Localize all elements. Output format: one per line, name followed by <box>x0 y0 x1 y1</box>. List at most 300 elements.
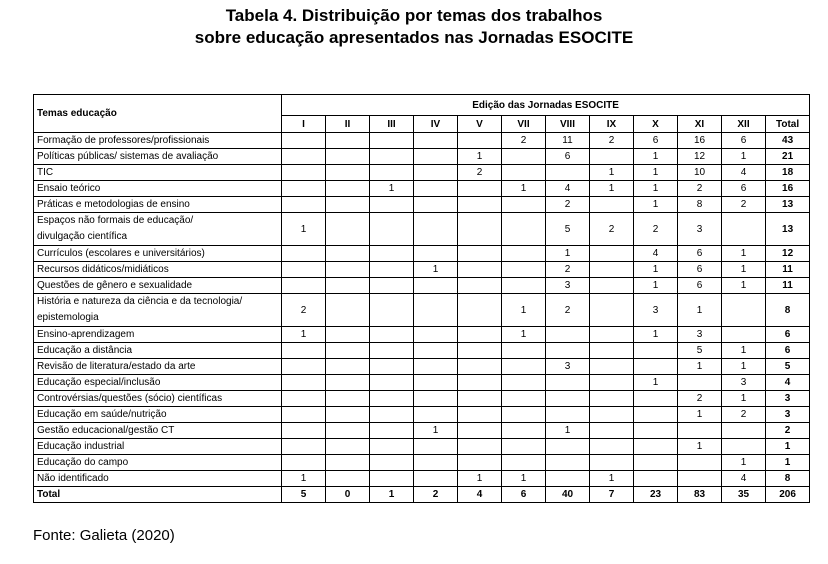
count-cell <box>370 246 414 262</box>
count-cell <box>502 165 546 181</box>
row-total-cell: 3 <box>766 391 810 407</box>
row-total-cell: 5 <box>766 359 810 375</box>
themes-table <box>33 94 810 503</box>
theme-label <box>34 181 282 197</box>
count-cell: 1 <box>458 471 502 487</box>
theme-label-text: Educação especial/inclusão <box>37 377 161 388</box>
count-cell: 1 <box>634 165 678 181</box>
total-row <box>34 487 810 503</box>
count-cell <box>502 375 546 391</box>
count-cell <box>326 407 370 423</box>
count-cell: 5 <box>546 213 590 246</box>
count-cell <box>414 181 458 197</box>
theme-label <box>34 149 282 165</box>
theme-label <box>34 246 282 262</box>
theme-label <box>34 455 282 471</box>
theme-label <box>34 278 282 294</box>
theme-label-text: Controvérsias/questões (sócio) científicas <box>37 393 223 404</box>
count-cell <box>722 423 766 439</box>
table-row <box>34 391 810 407</box>
total-label: Total <box>34 487 282 503</box>
count-cell <box>370 455 414 471</box>
count-cell: 3 <box>546 278 590 294</box>
theme-label <box>34 407 282 423</box>
count-cell: 6 <box>678 262 722 278</box>
theme-label <box>34 213 282 246</box>
theme-label <box>34 423 282 439</box>
count-cell <box>502 149 546 165</box>
count-cell <box>282 246 326 262</box>
row-total-cell: 4 <box>766 375 810 391</box>
count-cell: 1 <box>502 471 546 487</box>
total-cell: 0 <box>326 487 370 503</box>
theme-column-header: Temas educação <box>34 95 282 133</box>
count-cell <box>502 439 546 455</box>
count-cell <box>546 439 590 455</box>
source-note: Fonte: Galieta (2020) <box>33 527 175 544</box>
theme-label-text: Políticas públicas/ sistemas de avaliação <box>37 151 219 162</box>
count-cell <box>414 165 458 181</box>
table-row <box>34 181 810 197</box>
table-row <box>34 278 810 294</box>
count-cell: 1 <box>414 262 458 278</box>
count-cell <box>634 423 678 439</box>
table-row <box>34 471 810 487</box>
count-cell <box>414 471 458 487</box>
count-cell <box>414 455 458 471</box>
count-cell: 1 <box>502 181 546 197</box>
count-cell <box>282 262 326 278</box>
table-row <box>34 213 810 246</box>
count-cell <box>370 359 414 375</box>
count-cell <box>590 294 634 327</box>
count-cell <box>458 278 502 294</box>
count-cell <box>546 327 590 343</box>
count-cell <box>590 149 634 165</box>
theme-label-text: TIC <box>37 167 54 178</box>
count-cell <box>326 133 370 149</box>
table-row <box>34 197 810 213</box>
row-total-cell: 13 <box>766 213 810 246</box>
column-header: IV <box>414 116 458 133</box>
total-cell: 83 <box>678 487 722 503</box>
theme-label-text: História e natureza da ciência e da tecnologia/ <box>37 296 243 307</box>
count-cell: 1 <box>546 423 590 439</box>
count-cell <box>546 407 590 423</box>
table-row <box>34 343 810 359</box>
count-cell <box>458 133 502 149</box>
count-cell <box>326 471 370 487</box>
count-cell: 1 <box>634 278 678 294</box>
count-cell: 6 <box>678 278 722 294</box>
count-cell <box>370 213 414 246</box>
theme-label-text: Gestão educacional/gestão CT <box>37 425 175 436</box>
count-cell: 1 <box>722 278 766 294</box>
count-cell: 2 <box>282 294 326 327</box>
count-cell <box>414 359 458 375</box>
count-cell <box>590 262 634 278</box>
theme-label <box>34 133 282 149</box>
count-cell <box>458 213 502 246</box>
count-cell: 4 <box>634 246 678 262</box>
count-cell <box>458 359 502 375</box>
count-cell <box>502 455 546 471</box>
count-cell <box>458 439 502 455</box>
theme-label-text: Educação industrial <box>37 441 125 452</box>
row-total-cell: 11 <box>766 278 810 294</box>
count-cell <box>678 455 722 471</box>
count-cell <box>326 165 370 181</box>
total-cell: 23 <box>634 487 678 503</box>
column-header: XI <box>678 116 722 133</box>
count-cell <box>282 359 326 375</box>
edition-header: Edição das Jornadas ESOCITE <box>282 95 810 116</box>
row-total-cell: 2 <box>766 423 810 439</box>
count-cell <box>722 327 766 343</box>
column-header: IX <box>590 116 634 133</box>
count-cell <box>370 471 414 487</box>
count-cell: 6 <box>634 133 678 149</box>
count-cell <box>590 246 634 262</box>
table-row <box>34 149 810 165</box>
count-cell: 1 <box>370 181 414 197</box>
count-cell <box>502 407 546 423</box>
count-cell: 1 <box>590 181 634 197</box>
column-header: VII <box>502 116 546 133</box>
count-cell <box>458 327 502 343</box>
count-cell: 3 <box>546 359 590 375</box>
count-cell <box>590 327 634 343</box>
count-cell <box>678 471 722 487</box>
count-cell: 1 <box>678 439 722 455</box>
count-cell: 1 <box>722 262 766 278</box>
count-cell <box>546 391 590 407</box>
count-cell: 2 <box>722 197 766 213</box>
count-cell <box>370 262 414 278</box>
count-cell: 1 <box>546 246 590 262</box>
row-total-cell: 8 <box>766 294 810 327</box>
table-row <box>34 407 810 423</box>
row-total-cell: 6 <box>766 327 810 343</box>
theme-label <box>34 359 282 375</box>
count-cell <box>722 213 766 246</box>
count-cell <box>414 439 458 455</box>
count-cell <box>326 375 370 391</box>
count-cell: 8 <box>678 197 722 213</box>
count-cell <box>326 262 370 278</box>
count-cell <box>458 423 502 439</box>
count-cell <box>370 165 414 181</box>
total-cell: 40 <box>546 487 590 503</box>
table-row <box>34 327 810 343</box>
row-total-cell: 8 <box>766 471 810 487</box>
column-header: V <box>458 116 502 133</box>
theme-label <box>34 391 282 407</box>
count-cell <box>370 294 414 327</box>
count-cell: 1 <box>678 359 722 375</box>
table-row <box>34 246 810 262</box>
table-row <box>34 375 810 391</box>
count-cell <box>326 423 370 439</box>
column-header: VIII <box>546 116 590 133</box>
count-cell: 1 <box>722 391 766 407</box>
row-total-cell: 6 <box>766 343 810 359</box>
theme-label-text: Educação em saúde/nutrição <box>37 409 167 420</box>
count-cell: 1 <box>722 343 766 359</box>
count-cell <box>458 262 502 278</box>
theme-label <box>34 262 282 278</box>
count-cell: 1 <box>590 471 634 487</box>
theme-label <box>34 197 282 213</box>
count-cell <box>370 423 414 439</box>
count-cell: 3 <box>722 375 766 391</box>
column-header: X <box>634 116 678 133</box>
count-cell: 12 <box>678 149 722 165</box>
count-cell: 16 <box>678 133 722 149</box>
count-cell <box>590 407 634 423</box>
count-cell: 2 <box>678 391 722 407</box>
theme-label <box>34 327 282 343</box>
count-cell <box>502 391 546 407</box>
count-cell <box>414 213 458 246</box>
count-cell <box>458 407 502 423</box>
count-cell <box>634 391 678 407</box>
row-total-cell: 13 <box>766 197 810 213</box>
table-title-line-1: Tabela 4. Distribuição por temas dos trabalhos <box>225 6 603 25</box>
count-cell <box>458 391 502 407</box>
count-cell <box>722 439 766 455</box>
count-cell <box>458 181 502 197</box>
table-body <box>34 133 810 503</box>
count-cell: 2 <box>546 197 590 213</box>
row-total-cell: 1 <box>766 439 810 455</box>
theme-label <box>34 375 282 391</box>
count-cell <box>546 471 590 487</box>
count-cell <box>634 439 678 455</box>
count-cell <box>590 439 634 455</box>
count-cell <box>282 407 326 423</box>
count-cell <box>634 407 678 423</box>
count-cell <box>458 294 502 327</box>
count-cell <box>414 391 458 407</box>
count-cell: 10 <box>678 165 722 181</box>
count-cell <box>282 149 326 165</box>
count-cell: 1 <box>634 149 678 165</box>
row-total-cell: 3 <box>766 407 810 423</box>
count-cell <box>590 343 634 359</box>
count-cell <box>282 343 326 359</box>
count-cell <box>546 375 590 391</box>
count-cell: 2 <box>502 133 546 149</box>
count-cell: 5 <box>678 343 722 359</box>
count-cell <box>326 359 370 375</box>
count-cell <box>458 197 502 213</box>
count-cell <box>502 343 546 359</box>
table-row <box>34 165 810 181</box>
count-cell <box>326 327 370 343</box>
count-cell <box>282 165 326 181</box>
count-cell: 1 <box>634 181 678 197</box>
count-cell <box>546 165 590 181</box>
count-cell <box>326 246 370 262</box>
count-cell <box>326 181 370 197</box>
count-cell <box>370 391 414 407</box>
count-cell <box>370 375 414 391</box>
count-cell <box>370 278 414 294</box>
count-cell: 1 <box>634 262 678 278</box>
total-cell: 4 <box>458 487 502 503</box>
count-cell: 4 <box>546 181 590 197</box>
count-cell <box>282 375 326 391</box>
count-cell <box>458 375 502 391</box>
count-cell: 2 <box>590 213 634 246</box>
theme-label <box>34 165 282 181</box>
row-total-cell: 12 <box>766 246 810 262</box>
count-cell: 2 <box>546 294 590 327</box>
count-cell: 1 <box>634 327 678 343</box>
row-total-cell: 1 <box>766 455 810 471</box>
count-cell <box>634 455 678 471</box>
count-cell <box>722 294 766 327</box>
count-cell <box>414 246 458 262</box>
count-cell <box>590 197 634 213</box>
count-cell <box>414 327 458 343</box>
count-cell <box>282 439 326 455</box>
theme-label-text: Recursos didáticos/midiáticos <box>37 264 169 275</box>
theme-label-text: Não identificado <box>37 473 109 484</box>
count-cell: 1 <box>502 294 546 327</box>
count-cell <box>370 407 414 423</box>
theme-label-text: Educação a distância <box>37 345 133 356</box>
count-cell: 1 <box>502 327 546 343</box>
table-row <box>34 262 810 278</box>
count-cell <box>282 197 326 213</box>
count-cell: 2 <box>634 213 678 246</box>
count-cell: 1 <box>458 149 502 165</box>
count-cell: 2 <box>678 181 722 197</box>
count-cell: 1 <box>678 294 722 327</box>
count-cell <box>590 375 634 391</box>
count-cell <box>502 423 546 439</box>
total-cell: 35 <box>722 487 766 503</box>
count-cell <box>370 327 414 343</box>
count-cell: 1 <box>722 455 766 471</box>
theme-label-text: Espaços não formais de educação/ <box>37 215 194 226</box>
count-cell <box>326 278 370 294</box>
count-cell <box>282 278 326 294</box>
count-cell: 1 <box>282 471 326 487</box>
total-cell: 1 <box>370 487 414 503</box>
count-cell: 2 <box>546 262 590 278</box>
column-header: I <box>282 116 326 133</box>
table-row <box>34 439 810 455</box>
total-cell: 7 <box>590 487 634 503</box>
count-cell <box>414 197 458 213</box>
table-row <box>34 455 810 471</box>
count-cell: 1 <box>722 359 766 375</box>
count-cell <box>370 133 414 149</box>
column-header: III <box>370 116 414 133</box>
total-cell: 5 <box>282 487 326 503</box>
count-cell: 1 <box>282 327 326 343</box>
count-cell <box>414 375 458 391</box>
count-cell: 1 <box>678 407 722 423</box>
theme-label-text: Educação do campo <box>37 457 129 468</box>
row-total-cell: 18 <box>766 165 810 181</box>
count-cell: 6 <box>546 149 590 165</box>
count-cell <box>678 423 722 439</box>
count-cell: 1 <box>634 375 678 391</box>
count-cell <box>326 197 370 213</box>
count-cell <box>282 181 326 197</box>
table-row <box>34 359 810 375</box>
count-cell <box>590 391 634 407</box>
count-cell: 1 <box>282 213 326 246</box>
row-total-cell: 21 <box>766 149 810 165</box>
count-cell <box>678 375 722 391</box>
theme-label <box>34 294 282 327</box>
theme-label-text: Questões de gênero e sexualidade <box>37 280 193 291</box>
count-cell: 3 <box>634 294 678 327</box>
count-cell: 3 <box>678 327 722 343</box>
theme-label-text: Ensaio teórico <box>37 183 101 194</box>
count-cell <box>326 294 370 327</box>
table-row <box>34 133 810 149</box>
count-cell <box>414 407 458 423</box>
theme-label-text: Revisão de literatura/estado da arte <box>37 361 196 372</box>
count-cell <box>414 294 458 327</box>
count-cell <box>370 149 414 165</box>
count-cell <box>326 213 370 246</box>
theme-label-text-continued: divulgação científica <box>37 231 128 242</box>
count-cell <box>282 133 326 149</box>
count-cell <box>634 471 678 487</box>
theme-label-text: Currículos (escolares e universitários) <box>37 248 205 259</box>
count-cell <box>370 197 414 213</box>
theme-label-text: Ensino-aprendizagem <box>37 329 135 340</box>
count-cell: 1 <box>634 197 678 213</box>
count-cell <box>502 246 546 262</box>
count-cell <box>326 439 370 455</box>
count-cell <box>590 423 634 439</box>
count-cell <box>502 262 546 278</box>
column-header: XII <box>722 116 766 133</box>
theme-label-text: Formação de professores/profissionais <box>37 135 210 146</box>
count-cell: 11 <box>546 133 590 149</box>
count-cell: 4 <box>722 471 766 487</box>
count-cell <box>414 343 458 359</box>
count-cell: 1 <box>590 165 634 181</box>
row-total-cell: 11 <box>766 262 810 278</box>
count-cell <box>458 246 502 262</box>
table-row <box>34 294 810 327</box>
count-cell: 1 <box>414 423 458 439</box>
table-title-line-2: sobre educação apresentados nas Jornadas ESOCITE <box>194 28 634 47</box>
count-cell: 2 <box>722 407 766 423</box>
count-cell: 6 <box>722 133 766 149</box>
count-cell <box>326 343 370 359</box>
column-header: Total <box>766 116 810 133</box>
count-cell <box>546 343 590 359</box>
count-cell <box>326 455 370 471</box>
theme-label <box>34 471 282 487</box>
count-cell <box>590 455 634 471</box>
count-cell <box>282 423 326 439</box>
count-cell <box>326 391 370 407</box>
count-cell <box>502 278 546 294</box>
count-cell: 4 <box>722 165 766 181</box>
row-total-cell: 43 <box>766 133 810 149</box>
